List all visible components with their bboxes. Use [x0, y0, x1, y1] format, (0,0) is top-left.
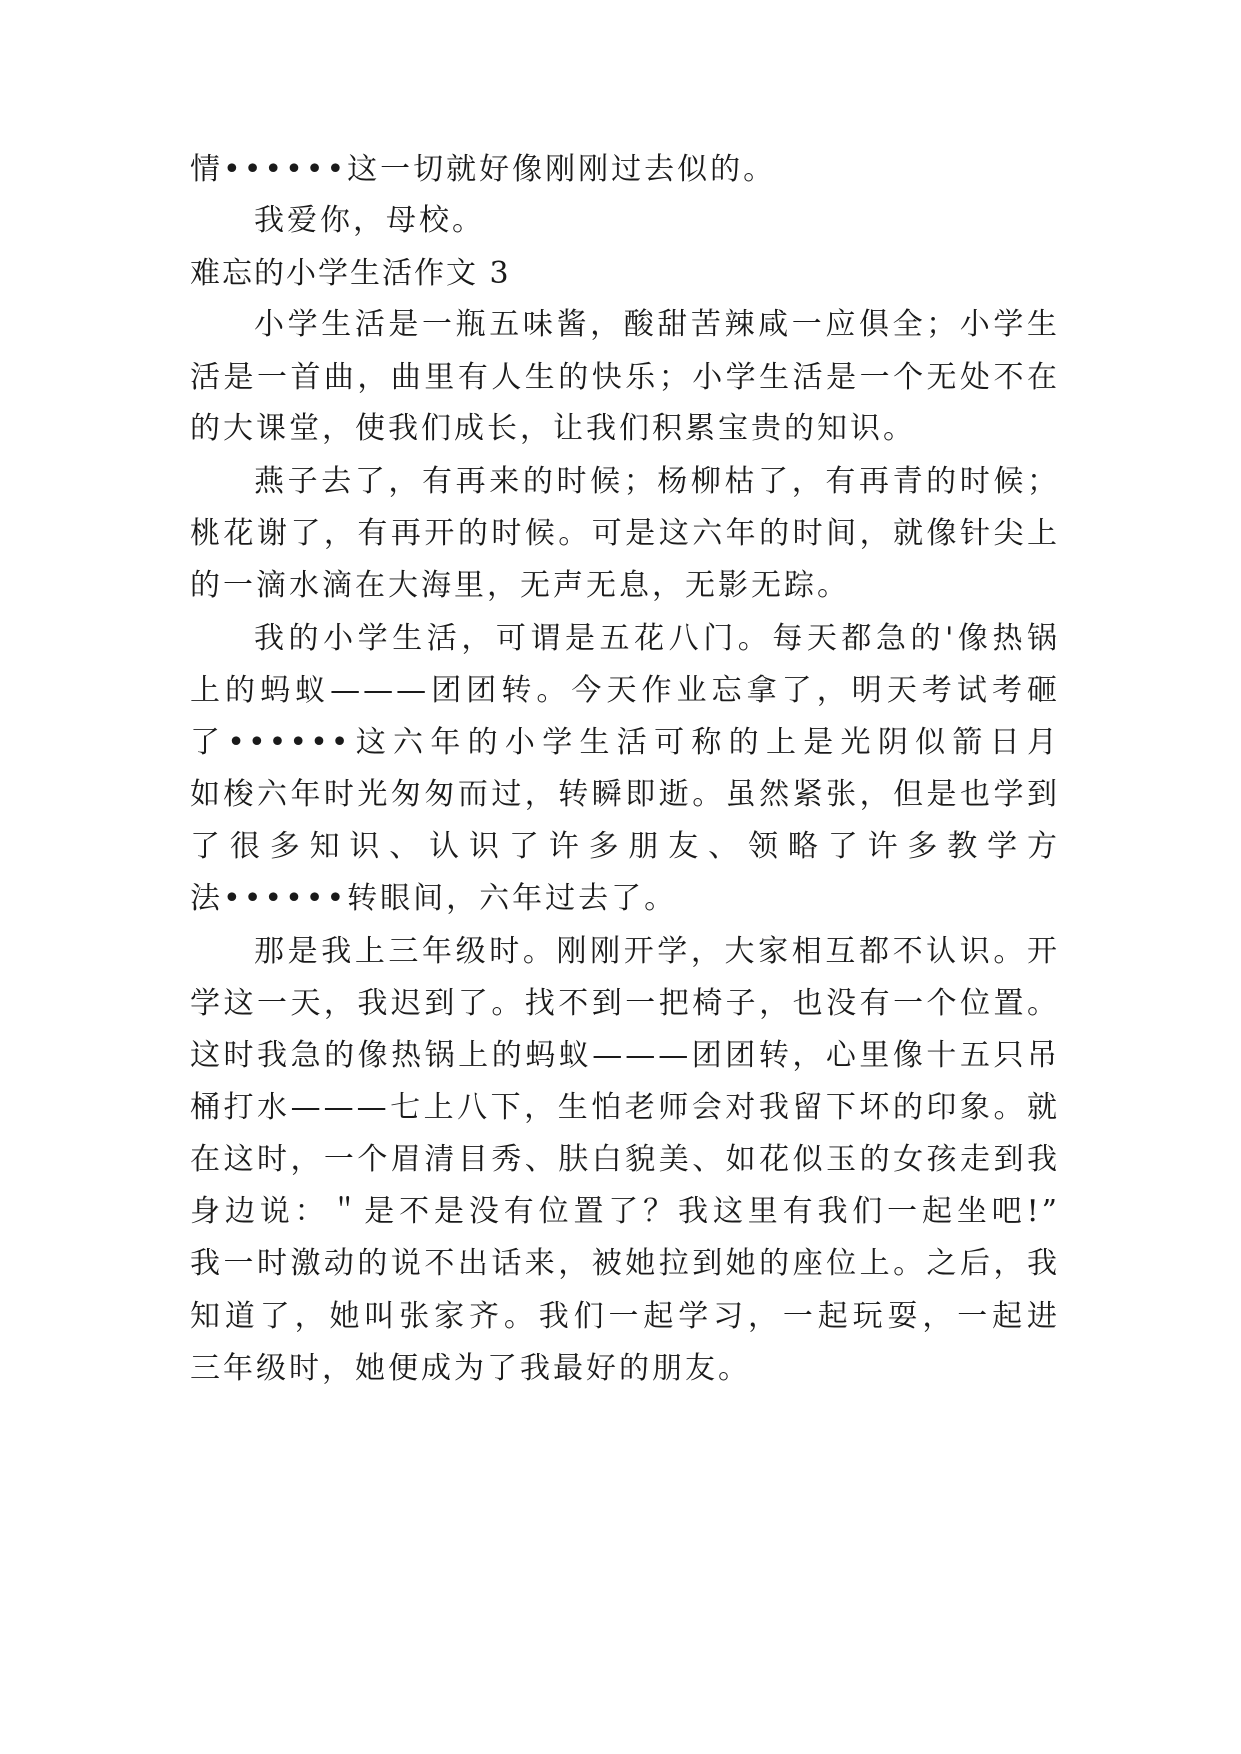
text-line: 燕子去了，有再来的时候；杨柳枯了，有再青的时候；	[254, 464, 1060, 499]
text-line: 这时我急的像热锅上的蚂蚁———团团转，心里像十五只吊	[190, 1038, 1060, 1073]
text-line: 三年级时，她便成为了我最好的朋友。	[190, 1351, 751, 1386]
text-line: 那是我上三年级时。刚刚开学，大家相互都不认识。开	[254, 934, 1060, 969]
text-line: 我的小学生活，可谓是五花八门。每天都急的'像热锅	[254, 621, 1060, 656]
text-line: 情••••••这一切就好像刚刚过去似的。	[190, 152, 777, 187]
text-line: 活是一首曲，曲里有人生的快乐；小学生活是一个无处不在	[190, 360, 1060, 395]
text-line: 的一滴水滴在大海里，无声无息，无影无踪。	[190, 568, 850, 603]
text-line: 在这时，一个眉清目秀、肤白貌美、如花似玉的女孩走到我	[190, 1142, 1060, 1177]
text-line: 小学生活是一瓶五味酱，酸甜苦辣咸一应俱全；小学生	[254, 307, 1060, 342]
text-line: 桶打水———七上八下，生怕老师会对我留下坏的印象。就	[190, 1090, 1060, 1125]
text-line: 身边说：＂是不是没有位置了？我这里有我们一起坐吧!”	[190, 1194, 1060, 1229]
text-line: 学这一天，我迟到了。找不到一把椅子，也没有一个位置。	[190, 986, 1060, 1021]
text-line: 的大课堂，使我们成长，让我们积累宝贵的知识。	[190, 411, 916, 446]
text-line: 法••••••转眼间，六年过去了。	[190, 881, 678, 916]
text-line: 上的蚂蚁———团团转。今天作业忘拿了，明天考试考砸	[190, 673, 1060, 708]
text-line: 我一时激动的说不出话来，被她拉到她的座位上。之后，我	[190, 1246, 1060, 1281]
text-line: 我爱你，母校。	[254, 203, 485, 238]
text-line: 知道了，她叫张家齐。我们一起学习，一起玩耍，一起进	[190, 1299, 1060, 1334]
section-title: 难忘的小学生活作文 3	[190, 256, 511, 291]
text-line: 桃花谢了，有再开的时候。可是这六年的时间，就像针尖上	[190, 516, 1060, 551]
text-line: 了很多知识、认识了许多朋友、领略了许多教学方	[190, 829, 1060, 864]
text-line: 了••••••这六年的小学生活可称的上是光阴似箭日月	[190, 725, 1060, 760]
text-line: 如梭六年时光匆匆而过，转瞬即逝。虽然紧张，但是也学到	[190, 777, 1060, 812]
